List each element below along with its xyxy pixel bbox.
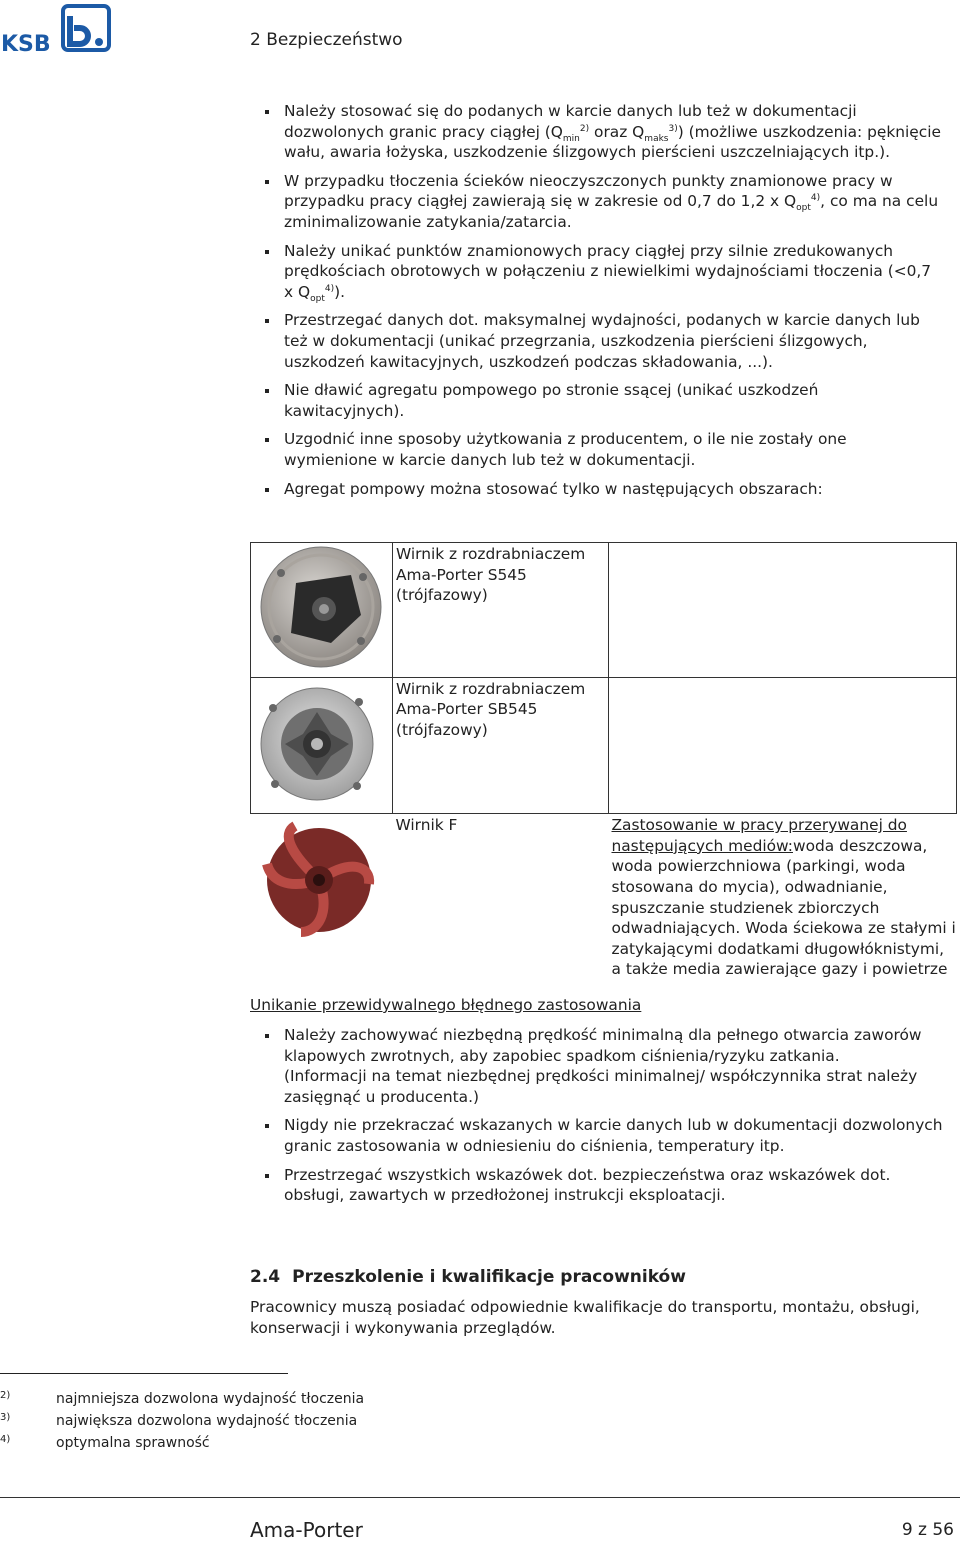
cutter-impeller-sb545-photo: [251, 678, 392, 808]
image-cell: [251, 814, 393, 1004]
list-item: Należy stosować się do podanych w karcie danych lub też w dokumentacji dozwolonych granic pracy ciągłej ($Q_{min}^{2)}$ oraz $Q_{maks}^{3)}$) (możliwe uszkodzenia: pęknięcie wału, awaria łożyska, uszkodzenie ślizgowych pierścieni uszczelniających itp.).: [262, 101, 942, 163]
impeller-name: Wirnik z rozdrabniaczem Ama-Porter S545 (trójfazowy): [393, 543, 609, 678]
f-impeller-photo: [251, 814, 392, 944]
list-item: Należy unikać punktów znamionowych pracy ciągłej przy silnie zredukowanych prędkościach obrotowych w połączeniu z niewielkimi wydajnościami tłoczenia (<0,7 x $Q_{opt}^{4)}$).: [262, 241, 942, 303]
application-cell: [609, 677, 957, 814]
list-item: Uzgodnić inne sposoby użytkowania z producentem, o ile nie zostały one wymienione w karcie danych lub też w dokumentacji.: [262, 429, 942, 470]
impeller-application-table: [250, 542, 957, 1004]
application-text: woda deszczowa, woda powierzchniowa (parkingi, woda stosowana do mycia), odwadnianie, spuszczanie studzienek zbiorczych odwadniających. Woda ściekowa ze stałymi i zatykającymi dodatkami długowłóknistymi, a także media zawierające gazy i powietrze: [611, 836, 956, 979]
list-item: Przestrzegać wszystkich wskazówek dot. bezpieczeństwa oraz wskazówek dot. obsługi, zawartych w przedłożonej instrukcji eksploatacji.: [262, 1165, 952, 1206]
application-cell: [609, 543, 957, 678]
image-cell: [251, 677, 393, 814]
list-item: W przypadku tłoczenia ścieków nieoczyszczonych punkty znamionowe pracy w przypadku pracy ciągłej zawierają się w zakresie od 0,7 do 1,2 x $Q_{opt}^{4)}$, co ma na celu zminimalizowanie zatykania/zatarcia.: [262, 171, 942, 233]
ksb-logo: [0, 2, 116, 54]
section-heading: [250, 1267, 686, 1287]
section-number: 2.4: [250, 1267, 281, 1287]
impeller-name: Wirnik z rozdrabniaczem Ama-Porter SB545 (trójfazowy): [393, 677, 609, 814]
section-title: Przeszkolenie i kwalifikacje pracowników: [292, 1267, 686, 1287]
list-item: Nigdy nie przekraczać wskazanych w karcie danych lub w dokumentacji dozwolonych granic zastosowania w odniesieniu do ciśnienia, temperatury itp.: [262, 1115, 952, 1156]
cutter-impeller-s545-photo: [251, 543, 392, 671]
logo-text: KSB: [1, 32, 51, 54]
list-item: Przestrzegać danych dot. maksymalnej wydajności, podanych w karcie danych lub też w dokumentacji (unikać przegrzania, uszkodzenia pierścieni ślizgowych, uszkodzeń kawitacyjnych, uszkodzeń podczas składowania, ...).: [262, 310, 942, 372]
list-item: Agregat pompowy można stosować tylko w następujących obszarach:: [262, 479, 942, 500]
misuse-list: [262, 1025, 952, 1214]
image-cell: [251, 543, 393, 678]
application-cell: [609, 814, 957, 1004]
operating-limits-list: [262, 101, 942, 507]
list-item: Należy zachowywać niezbędną prędkość minimalną dla pełnego otwarcia zaworów klapowych zwrotnych, aby zapobiec spadkom ciśnienia/ryzyku zatkania. (Informacji na temat niezbędnej prędkości minimalnej/ współczynnika strat należy zasięgnąć u producenta.): [262, 1025, 952, 1107]
footnote-divider: [0, 1373, 288, 1374]
section-paragraph: Pracownicy muszą posiadać odpowiednie kwalifikacje do transportu, montażu, obsługi, konserwacji i wykonywania przeglądów.: [250, 1298, 920, 1337]
chapter-title: 2 Bezpieczeństwo: [250, 30, 403, 50]
footer-doc-title: Ama-Porter: [250, 1518, 363, 1542]
impeller-name: Wirnik F: [393, 814, 609, 1004]
application-title: Zastosowanie w pracy przerywanej do następujących mediów:: [611, 816, 907, 855]
misuse-heading: Unikanie przewidywalnego błędnego zastosowania: [250, 996, 642, 1014]
table-row: [251, 677, 957, 814]
table-row: [251, 814, 957, 1004]
list-item: Nie dławić agregatu pompowego po stronie ssącej (unikać uszkodzeń kawitacyjnych).: [262, 380, 942, 421]
footer-divider: [0, 1497, 960, 1498]
page-number: 9 z 56: [901, 1520, 954, 1540]
table-row: [251, 543, 957, 678]
